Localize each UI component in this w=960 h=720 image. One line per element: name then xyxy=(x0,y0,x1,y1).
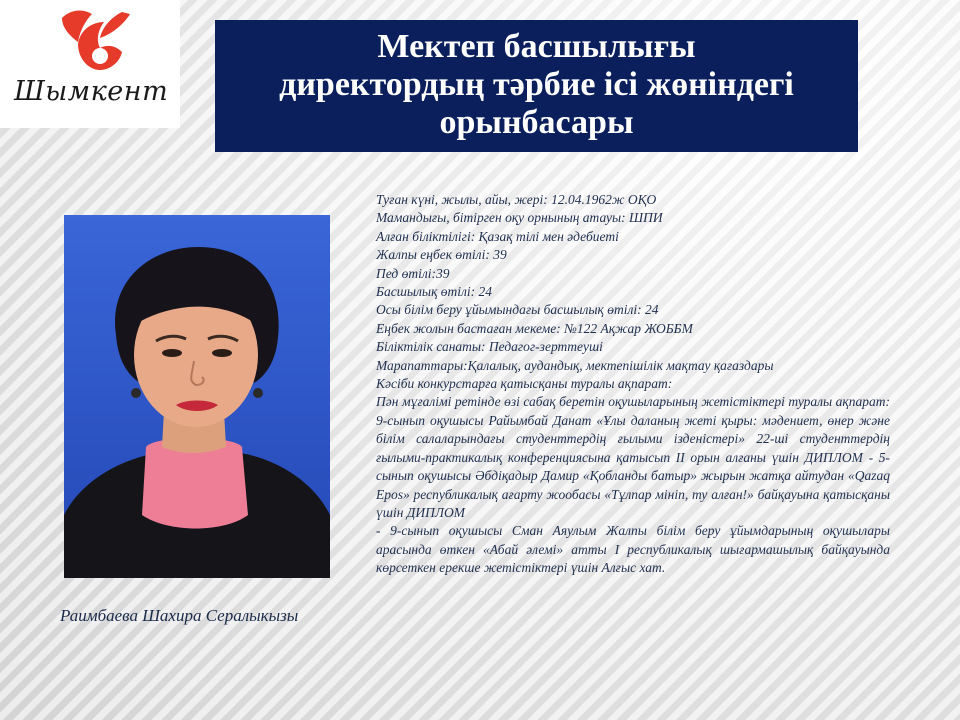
info-contests-heading: Кәсіби конкурстарға қатысқаны туралы ақпарат: xyxy=(376,376,673,392)
title-line-2: директордың тәрбие ісі жөніндегі xyxy=(279,66,794,103)
title-line-3: орынбасары xyxy=(439,104,634,141)
title-banner xyxy=(215,20,858,152)
info-management-experience: Басшылық өтілі: 24 xyxy=(376,284,493,300)
flame-logo-icon xyxy=(0,0,180,128)
info-first-workplace: Еңбек жолын бастаған мекеме: №122 Ақжар ЖОББМ xyxy=(376,320,693,336)
info-total-experience: Жалпы еңбек өтілі: 39 xyxy=(376,247,507,263)
info-achievements-paragraph-2: - 9-сынып оқушысы Сман Аяулым Жалпы білім беру ұйымдарының оқушылары арасында өткен «Абай әлемі» атты І республикалық шығармашылық байқауында көрсеткен ерекше жетістіктері үшін Алғыс хат. xyxy=(376,523,890,576)
school-logo xyxy=(0,0,180,128)
info-awards: Марапаттары:Қалалық, аудандық, мектепішілік мақтау қағаздары xyxy=(376,357,774,373)
portrait-illustration xyxy=(64,215,330,578)
person-name-caption: Раимбаева Шахира Сералыкызы xyxy=(60,606,299,625)
portrait-photo xyxy=(64,215,330,578)
info-org-management-experience: Осы білім беру ұйымындағы басшылық өтілі: 24 xyxy=(376,302,659,318)
info-birth: Туған күні, жылы, айы, жері: 12.04.1962ж ОҚО xyxy=(376,192,657,207)
info-specialty: Мамандығы, бітірген оқу орнының атауы: ШПИ xyxy=(376,210,663,226)
logo-text: Шымкент xyxy=(14,76,169,107)
title-line-1: Мектеп басшылығы xyxy=(377,28,696,65)
info-category: Біліктілік санаты: Педагог-зерттеуші xyxy=(376,339,603,355)
info-ped-experience: Пед өтілі:39 xyxy=(376,265,450,281)
biography-block xyxy=(376,191,890,578)
info-achievements-paragraph: Пән мұғалімі ретінде өзі сабақ беретін оқушыларының жетістіктері туралы ақпарат: 9-сынып оқушысы Райымбай Данат «Ұлы даланың жеті қыры: мәдениет, өнер және білім салаларындағы студенттердің ғылыми ізденістері» 22-ші студенттердің ғылыми-практикалық конференциясына қатысып ІІ орын алғаны үшін ДИПЛОМ - 5-сынып оқушысы Әбдіқадыр Дамир «Қобланды батыр» жырын жатқа айтудан «Qazaq Epos» республикалық ағарту жообасы «Тұлпар мініп, ту алған!» байқауына қатысқаны үшін ДИПЛОМ xyxy=(376,394,890,520)
info-qualification: Алған біліктілігі: Қазақ тілі мен әдебиеті xyxy=(376,228,619,244)
